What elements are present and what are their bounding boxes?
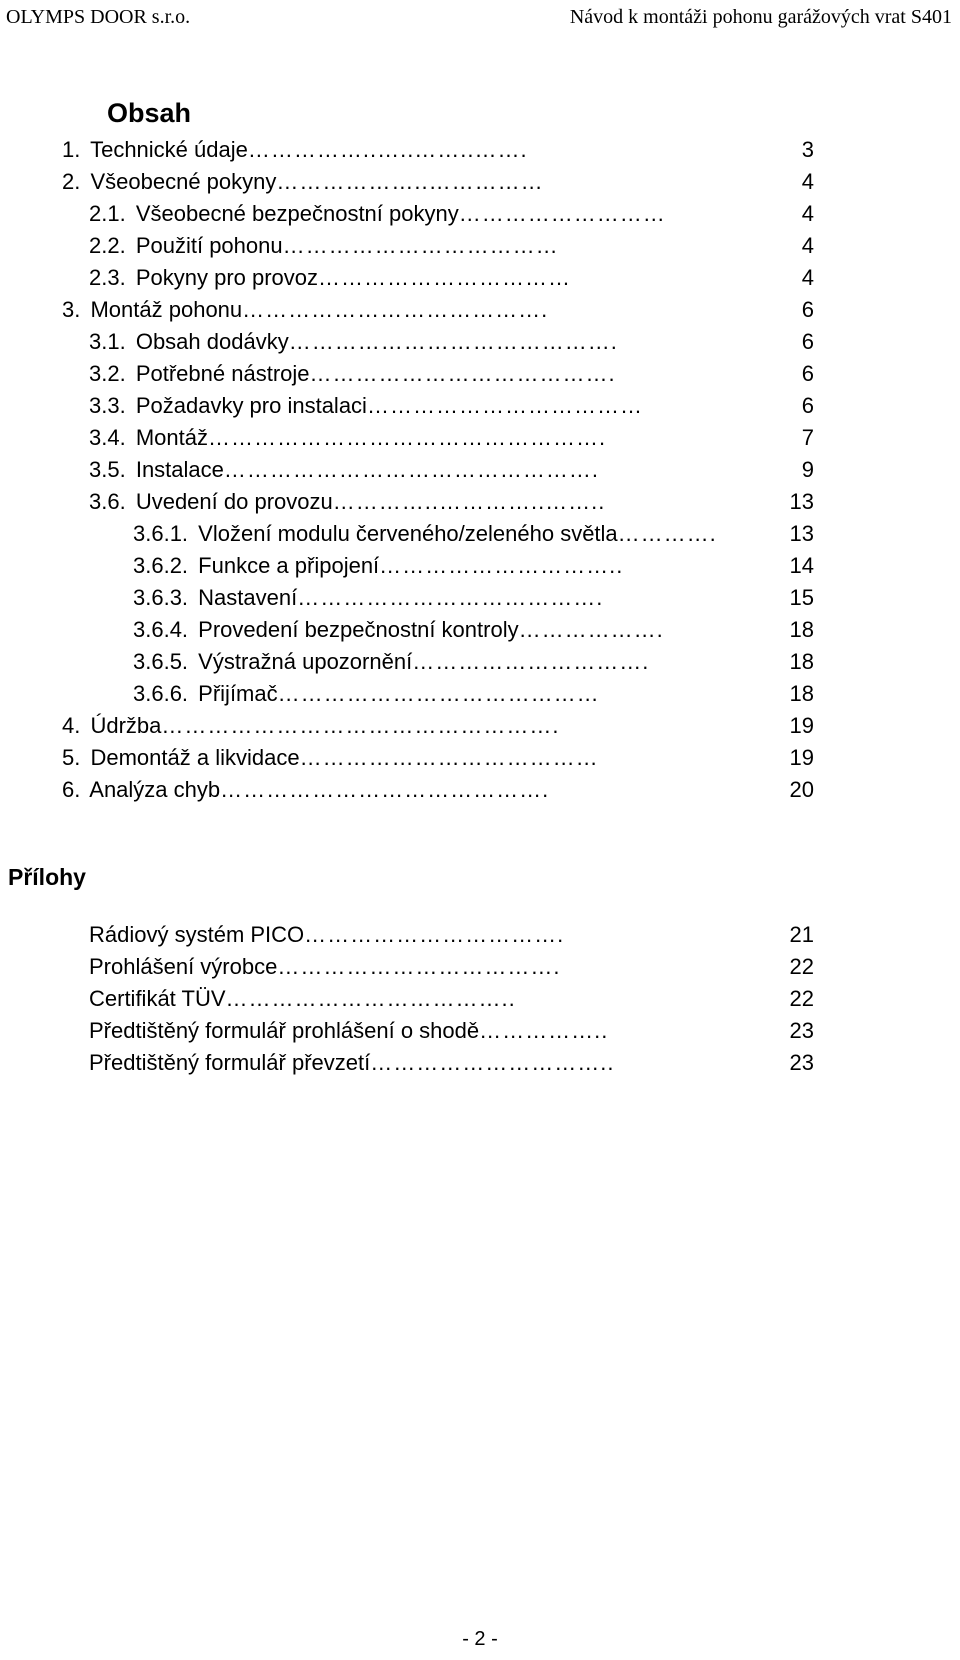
toc-entry[interactable] [89, 198, 666, 230]
toc-entry[interactable] [62, 774, 549, 806]
toc-entry-number: 5. [62, 745, 81, 770]
toc-entry[interactable] [133, 550, 623, 582]
toc-entry-title: Funkce a připojení [198, 553, 380, 578]
toc-entry[interactable] [62, 294, 548, 326]
toc-leader-dots: ………………………………. [277, 954, 561, 979]
toc-entry-number: 3.6. [89, 489, 126, 514]
toc-leader-dots: …………………………………… [277, 681, 600, 706]
attachment-title: Certifikát TÜV [89, 986, 226, 1011]
toc-leader-dots: ……………………… [458, 201, 666, 226]
toc-leader-dots: ……………………………………. [288, 329, 618, 354]
toc-entry-number: 3.2. [89, 361, 126, 386]
toc-entry-page: 6 [801, 297, 814, 322]
toc-entry-title: Všeobecné bezpečnostní pokyny [135, 201, 459, 226]
toc-entry-page: 4 [801, 169, 814, 194]
toc-entry[interactable] [62, 134, 528, 166]
toc-entry-title: Pokyny pro provoz [135, 265, 319, 290]
toc-entry-title: Montáž [135, 425, 208, 450]
toc-entry-title: Technické údaje [90, 137, 248, 162]
toc-entry[interactable] [89, 326, 618, 358]
toc-leader-dots: …………. [617, 521, 717, 546]
attachment-page: 23 [789, 1018, 814, 1043]
toc-entry-page: 18 [789, 617, 814, 642]
toc-leader-dots: ………………..…………… [276, 169, 544, 194]
attachment-entry[interactable] [89, 1015, 608, 1047]
toc-entry-number: 3.6.5. [133, 649, 189, 674]
toc-entry-title: Všeobecné pokyny [90, 169, 277, 194]
toc-leader-dots: …………….. [479, 1018, 609, 1043]
toc-entry-page: 9 [801, 457, 814, 482]
toc-entry[interactable] [89, 390, 643, 422]
attachment-entry[interactable] [89, 1047, 614, 1079]
attachment-title: Předtištěný formulář prohlášení o shodě [89, 1018, 480, 1043]
toc-entry-title: Přijímač [198, 681, 278, 706]
toc-entry-page: 18 [789, 681, 814, 706]
toc-entry-number: 3.6.6. [133, 681, 189, 706]
toc-entry-page: 7 [801, 425, 814, 450]
attachment-page: 22 [789, 986, 814, 1011]
toc-entry-number: 3.6.4. [133, 617, 189, 642]
toc-entry-page: 6 [801, 361, 814, 386]
toc-entry[interactable] [133, 518, 717, 550]
toc-entry-number: 2.1. [89, 201, 126, 226]
toc-entry-title: Údržba [90, 713, 162, 738]
attachment-page: 21 [789, 922, 814, 947]
header-document-title: Návod k montáži pohonu garážových vrat S401 [569, 6, 952, 28]
toc-entry-title: Montáž pohonu [90, 297, 243, 322]
attachments-heading: Přílohy [8, 864, 86, 890]
toc-entry-page: 19 [789, 713, 814, 738]
toc-entry-number: 3.1. [89, 329, 126, 354]
toc-entry-title: Použití pohonu [135, 233, 283, 258]
toc-leader-dots: …………………………………. [297, 585, 604, 610]
toc-leader-dots: ……………..…..……..……. [247, 137, 528, 162]
toc-entry-page: 4 [801, 233, 814, 258]
toc-entry[interactable] [89, 230, 559, 262]
toc-entry-number: 3.3. [89, 393, 126, 418]
attachment-title: Prohlášení výrobce [89, 954, 278, 979]
toc-entry-page: 14 [789, 553, 814, 578]
toc-heading: Obsah [107, 98, 192, 128]
toc-entry-number: 3. [62, 297, 81, 322]
toc-entry-title: Uvedení do provozu [135, 489, 333, 514]
toc-entry[interactable] [133, 614, 664, 646]
toc-entry[interactable] [89, 262, 571, 294]
toc-entry-title: Analýza chyb [89, 777, 221, 802]
toc-leader-dots: ……………………………… [282, 233, 559, 258]
toc-entry-number: 4. [62, 713, 81, 738]
toc-leader-dots: ……………………………….. [225, 986, 516, 1011]
toc-entry-number: 3.5. [89, 457, 126, 482]
attachment-entry[interactable] [89, 919, 564, 951]
toc-entry-title: Demontáž a likvidace [90, 745, 300, 770]
toc-entry-number: 3.6.1. [133, 521, 189, 546]
toc-leader-dots: ……………………………. [304, 922, 565, 947]
toc-entry-number: 3.6.3. [133, 585, 189, 610]
toc-entry[interactable] [89, 422, 606, 454]
toc-entry[interactable] [133, 646, 649, 678]
toc-leader-dots: ………………. [518, 617, 664, 642]
toc-entry[interactable] [89, 358, 616, 390]
toc-entry-title: Instalace [135, 457, 224, 482]
toc-entry-page: 15 [789, 585, 814, 610]
toc-entry[interactable] [62, 742, 599, 774]
toc-leader-dots: ……………………………………. [220, 777, 550, 802]
attachment-page: 23 [789, 1050, 814, 1075]
toc-entry-number: 6. [62, 777, 81, 802]
attachment-entry[interactable] [89, 951, 560, 983]
toc-entry-number: 2.2. [89, 233, 126, 258]
toc-entry-number: 2. [62, 169, 81, 194]
page-number: - 2 - [462, 1628, 498, 1650]
toc-leader-dots: ………………………….. [379, 553, 624, 578]
toc-entry-title: Vložení modulu červeného/zeleného světla [198, 521, 618, 546]
toc-entry-title: Potřebné nástroje [135, 361, 310, 386]
toc-entry[interactable] [89, 454, 599, 486]
toc-leader-dots: ………………………………… [299, 745, 599, 770]
toc-entry[interactable] [62, 166, 544, 198]
attachment-page: 22 [789, 954, 814, 979]
attachment-title: Rádiový systém PICO [89, 922, 305, 947]
toc-entry-title: Nastavení [198, 585, 298, 610]
header-company: OLYMPS DOOR s.r.o. [6, 6, 191, 28]
toc-entry-page: 4 [801, 201, 814, 226]
toc-entry[interactable] [89, 486, 605, 518]
toc-entry-page: 3 [801, 137, 814, 162]
attachment-entry[interactable] [89, 983, 516, 1015]
toc-entry-page: 18 [789, 649, 814, 674]
toc-leader-dots: ……………………………………………. [161, 713, 560, 738]
toc-entry-number: 3.6.2. [133, 553, 189, 578]
toc-leader-dots: …………………………………. [309, 361, 616, 386]
toc-entry[interactable] [133, 678, 600, 710]
toc-entry-number: 1. [62, 137, 81, 162]
toc-entry-page: 13 [789, 489, 814, 514]
toc-leader-dots: …………………………………………. [223, 457, 600, 482]
toc-leader-dots: ……………………………………………. [207, 425, 607, 450]
toc-entry-number: 2.3. [89, 265, 126, 290]
toc-entry-number: 3.4. [89, 425, 126, 450]
toc-leader-dots: ……………………………… [366, 393, 643, 418]
toc-entry-title: Výstražná upozornění [198, 649, 413, 674]
toc-entry-page: 6 [801, 393, 814, 418]
toc-entry[interactable] [62, 710, 560, 742]
toc-leader-dots: …………………………… [318, 265, 572, 290]
toc-entry-title: Obsah dodávky [135, 329, 289, 354]
toc-entry-title: Provedení bezpečnostní kontroly [198, 617, 519, 642]
toc-entry-page: 20 [789, 777, 814, 802]
toc-entry-page: 13 [789, 521, 814, 546]
toc-entry[interactable] [133, 582, 603, 614]
toc-entry-page: 4 [801, 265, 814, 290]
toc-entry-page: 19 [789, 745, 814, 770]
toc-entry-title: Požadavky pro instalaci [135, 393, 367, 418]
attachment-title: Předtištěný formulář převzetí [89, 1050, 371, 1075]
toc-leader-dots: …………………………………. [242, 297, 549, 322]
toc-leader-dots: …………………………. [412, 649, 650, 674]
toc-entry-page: 6 [801, 329, 814, 354]
toc-leader-dots: ………………………….. [370, 1050, 615, 1075]
toc-leader-dots: …………..…………..…….. [332, 489, 606, 514]
